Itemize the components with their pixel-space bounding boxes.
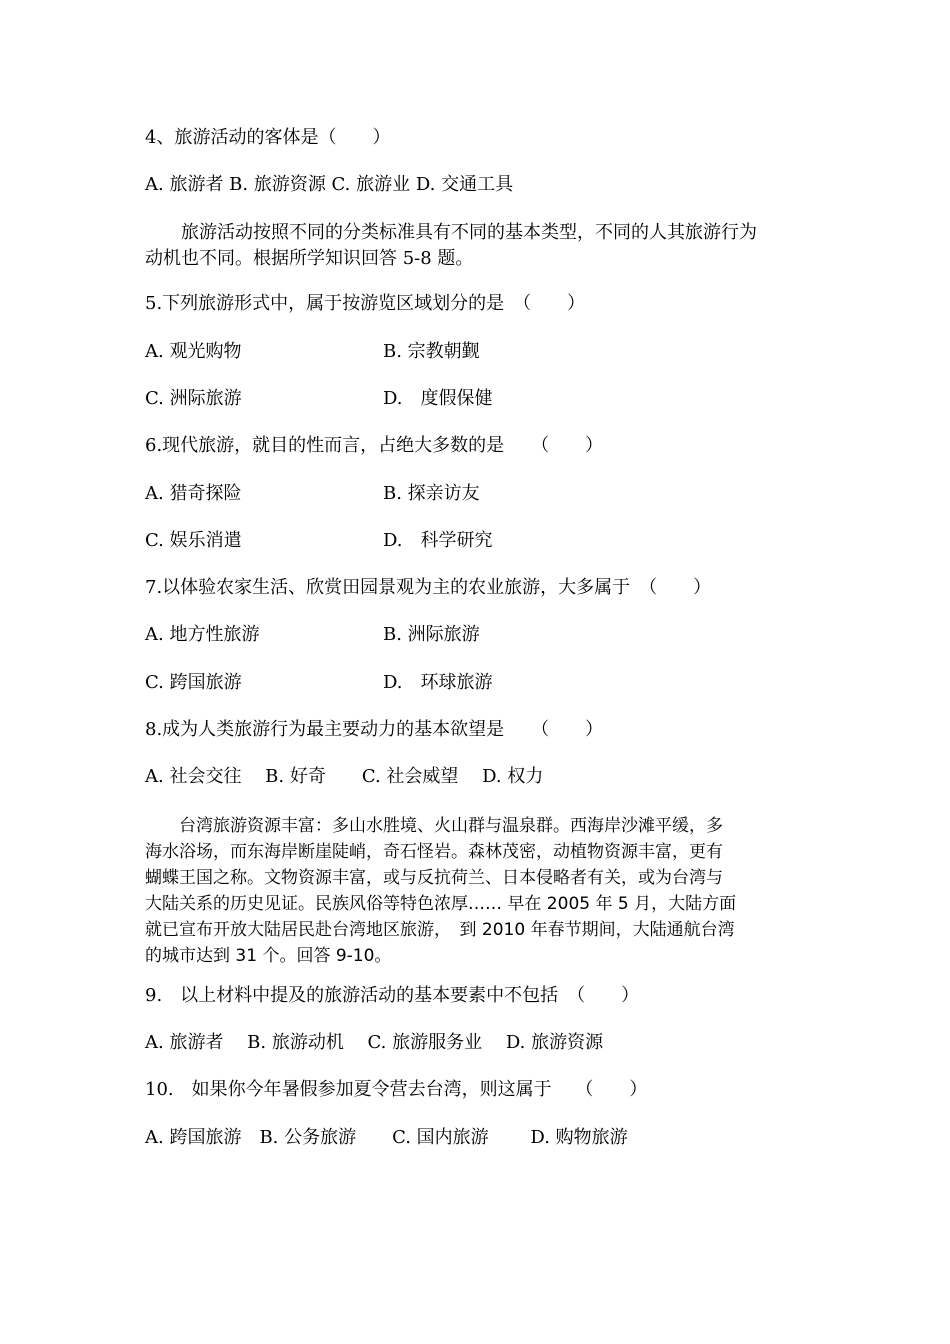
passage-line: 海水浴场，而东海岸断崖陡峭，奇石怪岩。森林茂密，动植物资源丰富，更有 xyxy=(145,842,723,862)
question-6-option-d: D. 科学研究 xyxy=(383,530,493,551)
question-5-stem: 5.下列旅游形式中，属于按游览区域划分的是 （ ） xyxy=(145,293,586,314)
intro-5-8 xyxy=(145,220,805,272)
question-6-option-a: A. 猎奇探险 xyxy=(145,483,242,504)
intro-5-8-line: 旅游活动按照不同的分类标准具有不同的基本类型，不同的人其旅游行为 xyxy=(145,222,757,243)
question-8-stem: 8.成为人类旅游行为最主要动力的基本欲望是 （ ） xyxy=(145,719,604,740)
question-7-option-c: C. 跨国旅游 xyxy=(145,672,242,693)
question-8-options: A. 社会交往 B. 好奇 C. 社会威望 D. 权力 xyxy=(145,766,544,787)
passage-9-10 xyxy=(145,813,805,969)
question-6-stem: 6.现代旅游，就目的性而言，占绝大多数的是 （ ） xyxy=(145,435,604,456)
passage-line: 的城市达到 31 个。回答 9-10。 xyxy=(145,946,392,966)
question-4-stem: 4、旅游活动的客体是（ ） xyxy=(145,127,391,148)
question-7-option-d: D. 环球旅游 xyxy=(383,672,493,693)
question-5-option-c: C. 洲际旅游 xyxy=(145,388,242,409)
question-5-option-b: B. 宗教朝觐 xyxy=(383,341,480,362)
question-7-option-a: A. 地方性旅游 xyxy=(145,624,260,645)
passage-line: 就已宣布开放大陆居民赴台湾地区旅游， 到 2010 年春节期间，大陆通航台湾 xyxy=(145,920,735,940)
passage-line: 台湾旅游资源丰富：多山水胜境、火山群与温泉群。西海岸沙滩平缓，多 xyxy=(145,816,723,836)
question-10-options: A. 跨国旅游 B. 公务旅游 C. 国内旅游 D. 购物旅游 xyxy=(145,1127,628,1148)
passage-line: 大陆关系的历史见证。民族风俗等特色浓厚…… 早在 2005 年 5 月，大陆方面 xyxy=(145,894,737,914)
question-9-stem: 9. 以上材料中提及的旅游活动的基本要素中不包括 （ ） xyxy=(145,985,640,1006)
question-6-option-c: C. 娱乐消遣 xyxy=(145,530,242,551)
question-10-stem: 10. 如果你今年暑假参加夏令营去台湾，则这属于 （ ） xyxy=(145,1079,648,1100)
question-7-stem: 7.以体验农家生活、欣赏田园景观为主的农业旅游，大多属于 （ ） xyxy=(145,577,712,598)
question-7-option-b: B. 洲际旅游 xyxy=(383,624,480,645)
passage-line: 蝴蝶王国之称。文物资源丰富，或与反抗荷兰、日本侵略者有关，或为台湾与 xyxy=(145,868,723,888)
question-4-options: A. 旅游者 B. 旅游资源 C. 旅游业 D. 交通工具 xyxy=(145,174,514,195)
question-5-option-a: A. 观光购物 xyxy=(145,341,242,362)
intro-5-8-line: 动机也不同。根据所学知识回答 5-8 题。 xyxy=(145,248,474,269)
question-5-option-d: D. 度假保健 xyxy=(383,388,493,409)
question-9-options: A. 旅游者 B. 旅游动机 C. 旅游服务业 D. 旅游资源 xyxy=(145,1032,604,1053)
question-6-option-b: B. 探亲访友 xyxy=(383,483,480,504)
